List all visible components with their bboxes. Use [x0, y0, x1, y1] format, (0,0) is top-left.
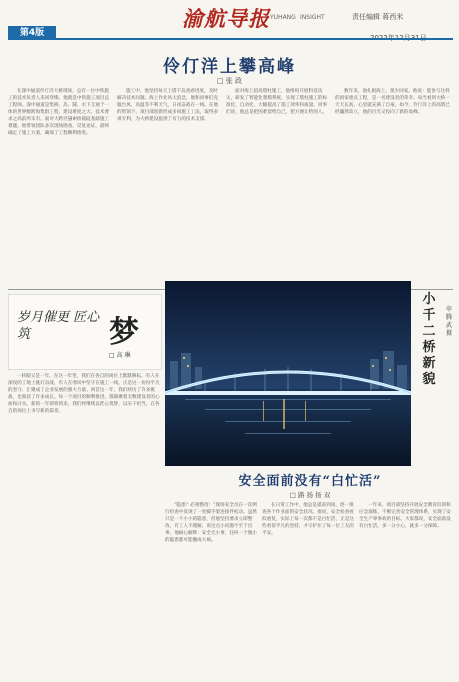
safety-column-2	[262, 502, 354, 676]
safety-column-1-text: “隐患？必须整改！”现场安全员在一次例行检查中发现了一处脚手架连接件松动。虽然只是一个小小的隐患，但他坚持要求立即整改。有工人不理解，说这点小问题不至于出事。他耐心解释：安全无小事，任何一个微小的隐患都可能酿成大祸。	[165, 503, 257, 543]
safety-column-2-text: 在日常工作中，他总是提前到岗，逐一排查各个作业面的安全状况。他说，安全检查看似重复，实际上每一次都不是白忙活，正是这些看似平凡的坚持，才守护住了每一位工友的平安。	[262, 503, 354, 536]
lead-headline: 伶仃洋上攀高峰	[163, 57, 296, 77]
lead-byline: □ 张 政	[216, 77, 243, 85]
lead-column-2-text: 施工中，他坚持每天上塔下岛查看进度，及时解决技术问题。海上作业风大浪急，他和同事们克服台风、高温等不利天气，日夜奋战在一线。在他的带领下，项目部创新形成多项施工工法，取得多项专利，为大桥建设提供了有力的技术支撑。	[117, 89, 219, 122]
bridge-night-photo	[165, 281, 411, 466]
essay-author: □ 高 琳	[109, 352, 131, 359]
photo-caption-title: 小千二桥新貌	[422, 292, 436, 387]
masthead-subtitle-1: YUHANG	[270, 14, 296, 21]
lead-column-1-text: 在深中通道伶仃洋大桥现场，总有一位中铁施工的技术负责人来回穿梭。他就是中铁施工项目总工程师。深中通道是集桥、岛、隧、水下互通于一体的世界级跨海集群工程，建设难度之大、技术要求之高前所未有。面对大跨径悬索桥锚碇基础施工难题，他带领团队多次现场勘查，反复论证，最终确定了施工方案，确保了工程顺利推进。	[8, 89, 110, 136]
header-rule	[56, 38, 453, 40]
lead-column-3	[226, 88, 330, 278]
essay-title-mark: 梦	[109, 315, 139, 350]
bridge-photo-illustration	[165, 281, 411, 466]
photo-caption-author: 申腾武 摄	[445, 306, 452, 337]
essay-title: 岁月催更 匠心筑	[17, 310, 100, 342]
safety-byline: □ 路 扬 扬 双	[289, 491, 331, 499]
lead-column-4-text: 数年来，他扎根海上，很少回家。他说：能参与这样的国家重点工程，是一名建设者的荣幸。每当看到大桥一天天长高，心里就充满了自豪。如今，伶仃洋上的高塔已经巍然耸立，他的目光又投向了新的高峰。	[335, 89, 450, 115]
essay-title-box	[8, 294, 162, 370]
masthead-title: 渝航导报	[182, 6, 270, 31]
lead-column-2	[117, 88, 221, 288]
essay-body	[8, 373, 160, 675]
page-header	[0, 0, 459, 44]
safety-column-3	[359, 502, 453, 676]
lead-column-4	[335, 88, 453, 278]
safety-column-1	[165, 502, 257, 676]
safety-headline: 安全面前没有“白忙活”	[238, 474, 382, 489]
essay-body-text: 一转眼又是一年，在这一年里，我们在各自的岗位上默默耕耘。有人在深夜的工地上挑灯奋战，有人在寒风中坚守在施工一线。正是这一份份平凡的坚守，汇聚成了企业发展的强大力量。回首这一年，我们经历了许多挑战，也收获了许多成长。每一个项目的顺利推进，都凝聚着无数建设者的心血和汗水。新的一年即将到来，我们将继续以匠心筑梦，以实干担当，在各自的岗位上书写新的篇章。	[8, 374, 160, 414]
lead-column-1	[8, 88, 112, 288]
lead-column-3-text: 面对海上超高塔柱施工，他组织开展科技攻关，研发了智能化爬模系统，实现了塔柱施工的标准化、自动化，大幅提高了施工效率和质量。同事们说，他总是把困难留给自己，把方便让给别人。	[226, 89, 328, 115]
page-number-badge: 第4版	[8, 26, 56, 40]
editor-credit: 责任编辑 蒋西米	[352, 13, 404, 21]
safety-column-3-text: 一年来，项目部坚持开展安全教育培训和应急演练，不断完善安全管理体系，实现了安全生产零事故的目标。大家都说，安全面前没有白忙活，多一分小心，就多一分保障。	[359, 503, 451, 529]
masthead-subtitle-2: INSIGHT	[300, 14, 325, 21]
